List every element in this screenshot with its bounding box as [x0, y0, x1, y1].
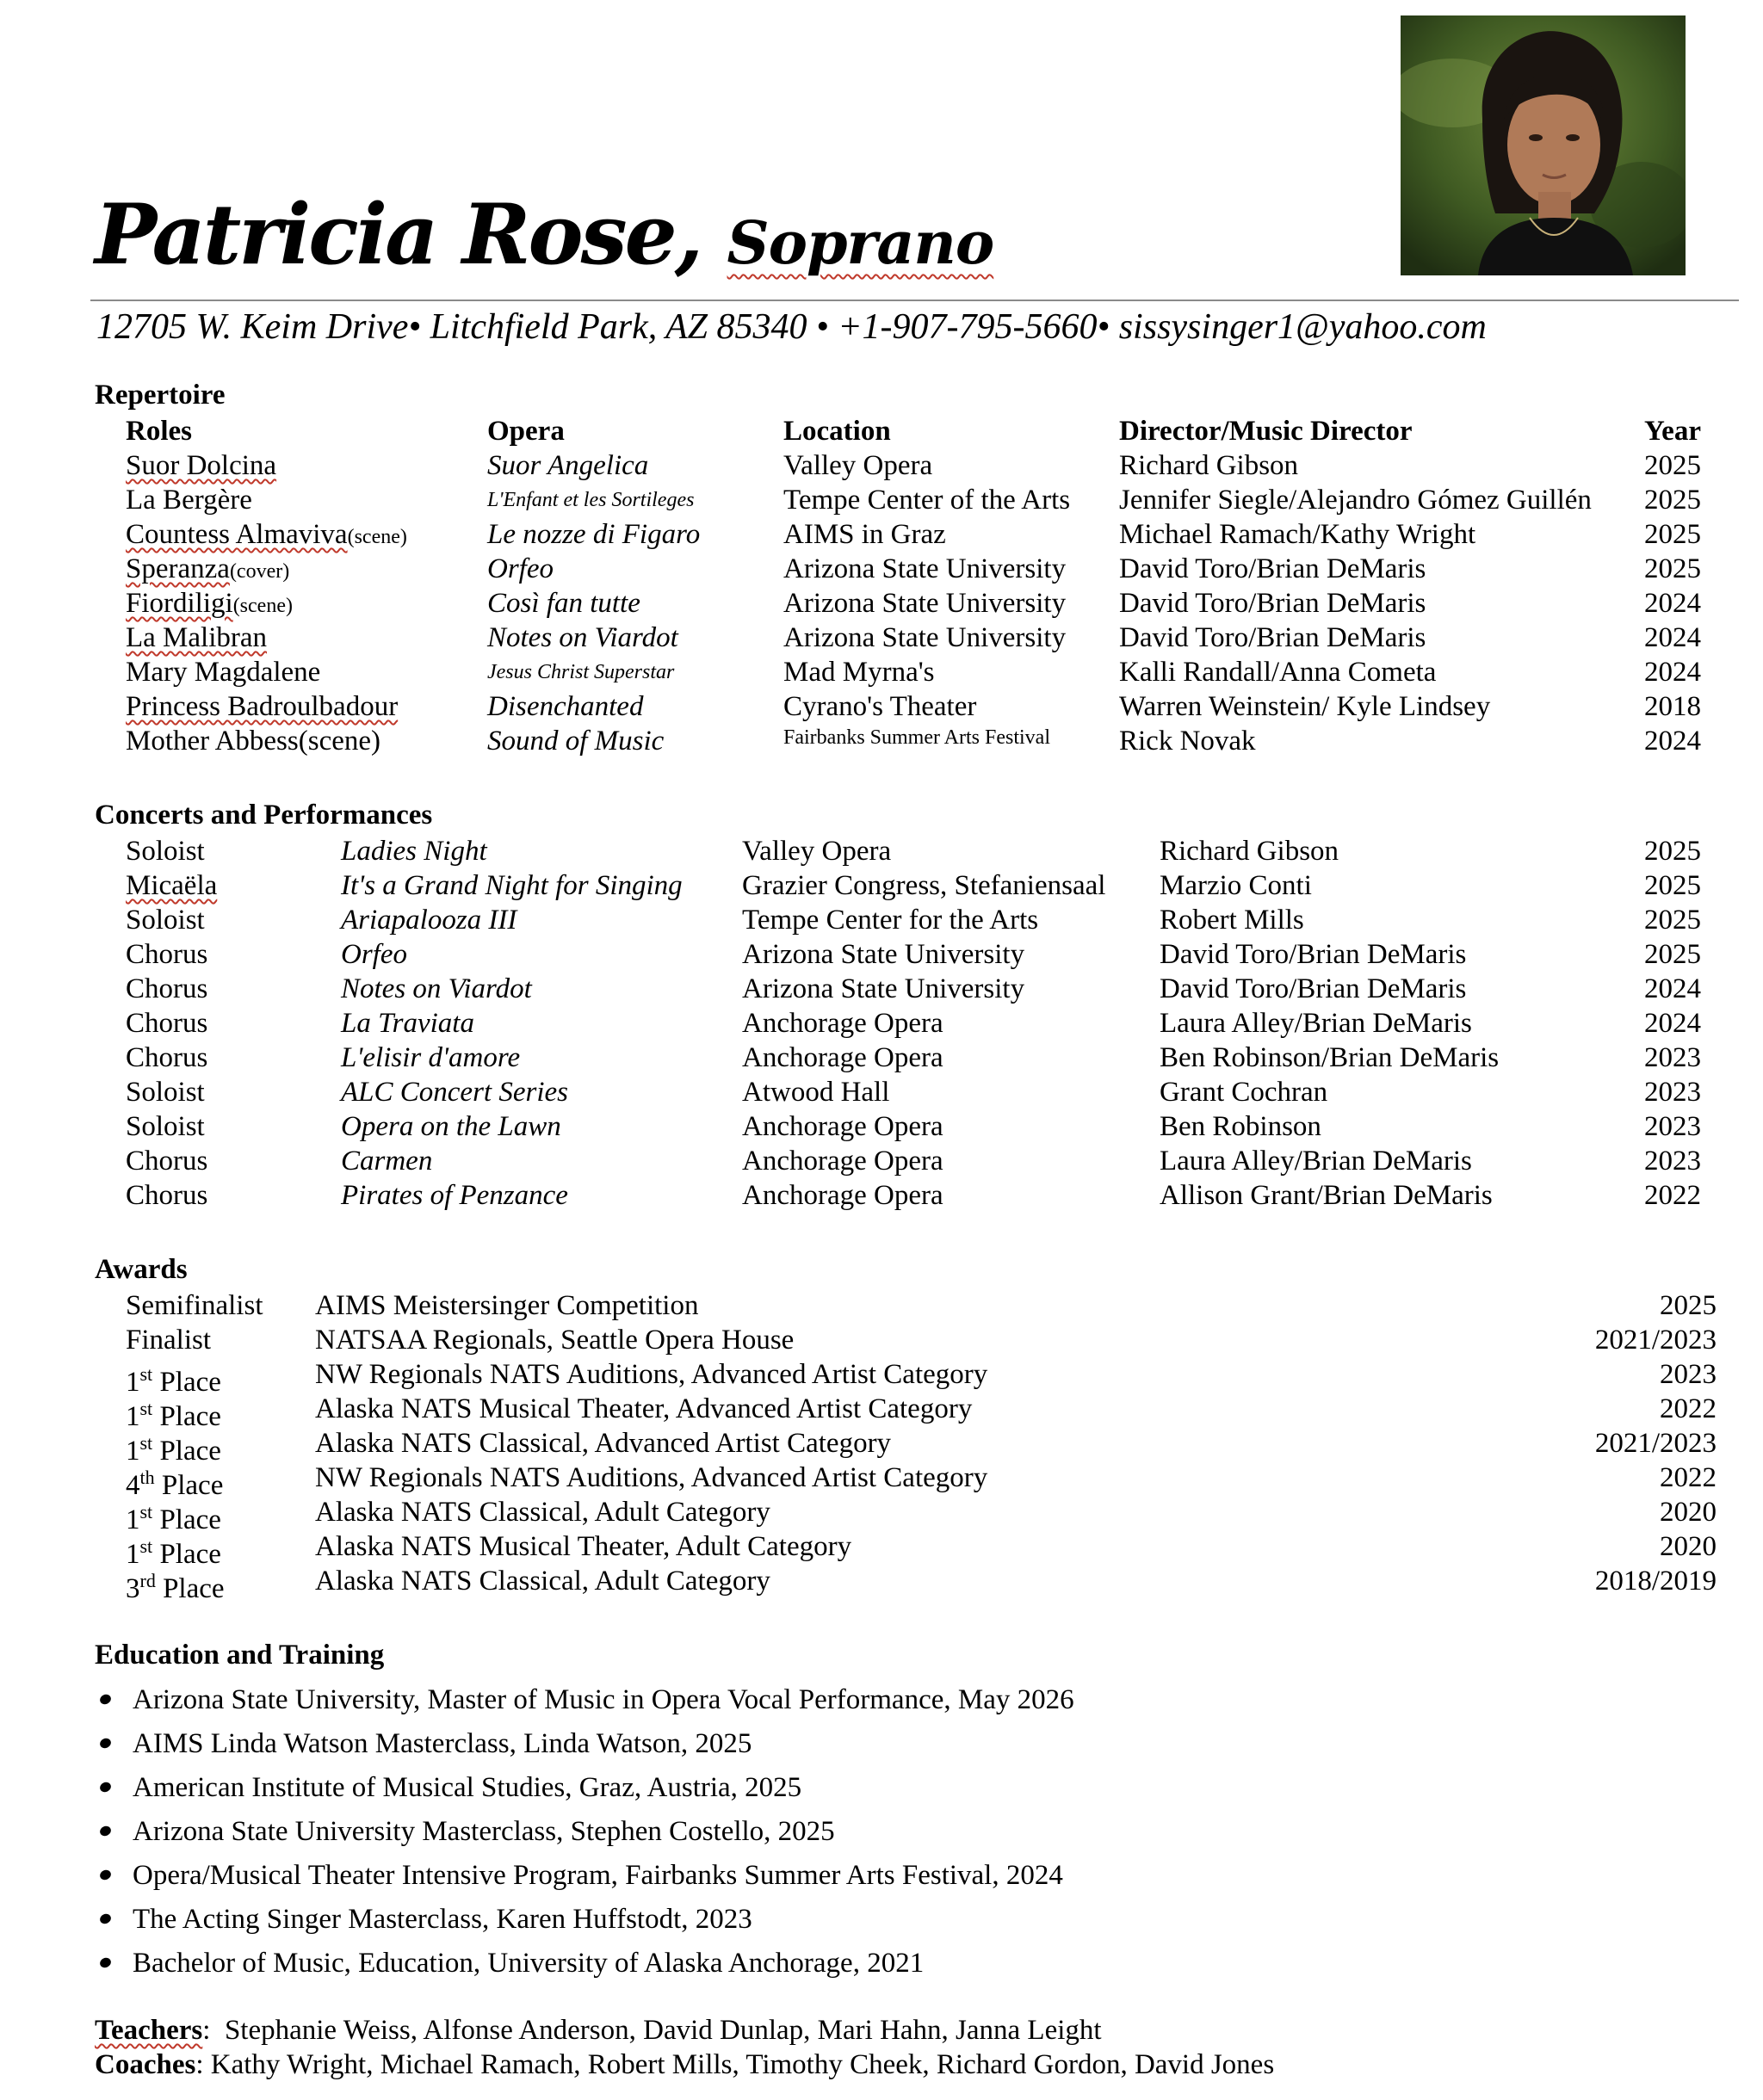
award-place-cell — [126, 1323, 211, 1357]
education-item — [95, 1942, 1558, 1985]
award-place-suffix: th — [139, 1467, 155, 1488]
concert-event-cell: Opera on the Lawn — [341, 1111, 561, 1142]
year-cell: 2024 — [1644, 588, 1701, 619]
award-row — [0, 1529, 1763, 1570]
concert-event-cell: Ariapalooza III — [341, 905, 517, 936]
award-row — [0, 1357, 1763, 1398]
concert-event-cell: La Traviata — [341, 1008, 474, 1039]
concert-location-cell: Tempe Center for the Arts — [742, 905, 1039, 936]
role-name: Speranza — [126, 553, 230, 584]
concert-director-cell: Robert Mills — [1160, 905, 1304, 936]
location-cell: Arizona State University — [783, 622, 1067, 653]
award-place-suffix: st — [139, 1535, 153, 1557]
concert-event-cell: Ladies Night — [341, 836, 487, 867]
performer-name: Patricia Rose, Soprano — [95, 186, 994, 283]
location-cell: Arizona State University — [783, 588, 1067, 619]
repertoire-row — [0, 655, 1763, 689]
role-cell — [126, 517, 407, 554]
award-place-label: Semifinalist — [126, 1290, 263, 1321]
repertoire-row — [0, 586, 1763, 621]
repertoire-row — [0, 448, 1763, 483]
director-cell: Michael Ramach/Kathy Wright — [1119, 519, 1476, 550]
director-cell: Rick Novak — [1119, 726, 1256, 757]
role-name: Mary Magdalene — [126, 657, 321, 688]
education-item — [95, 1898, 1558, 1941]
award-name-cell: Alaska NATS Classical, Adult Category — [315, 1566, 770, 1597]
education-item — [95, 1722, 1558, 1765]
bullet-icon — [98, 1693, 112, 1706]
role-note: (scene) — [232, 595, 293, 617]
award-name-cell: NW Regionals NATS Auditions, Advanced Artist Category — [315, 1359, 988, 1390]
teachers-names: Stephanie Weiss, Alfonse Anderson, David Dunlap, Mari Hahn, Janna Leight — [224, 2015, 1102, 2046]
award-year-cell: 2022 — [1660, 1462, 1717, 1493]
award-year-cell: 2020 — [1660, 1497, 1717, 1528]
concert-location-cell: Valley Opera — [742, 836, 892, 867]
role-cell — [126, 552, 289, 589]
concert-role-cell: Soloist — [126, 905, 205, 936]
director-cell: David Toro/Brian DeMaris — [1119, 553, 1426, 584]
concert-role-cell: Chorus — [126, 1180, 208, 1211]
award-place-suffix: st — [139, 1501, 153, 1522]
location-cell: Tempe Center of the Arts — [783, 485, 1071, 516]
award-row — [0, 1323, 1763, 1357]
awards-heading: Awards — [95, 1254, 188, 1285]
concert-role-cell: Chorus — [126, 973, 208, 1004]
award-place-cell — [126, 1288, 263, 1323]
education-item-text: Bachelor of Music, Education, University of Alaska Anchorage, 2021 — [133, 1948, 925, 1979]
col-header-director: Director/Music Director — [1119, 416, 1413, 447]
award-place-suffix: st — [139, 1398, 153, 1419]
director-cell: Richard Gibson — [1119, 450, 1299, 481]
concert-row — [0, 972, 1763, 1006]
voice-type: Soprano — [727, 209, 994, 278]
repertoire-row — [0, 517, 1763, 552]
concert-director-cell: Ben Robinson — [1160, 1111, 1321, 1142]
concert-event-cell: Orfeo — [341, 939, 407, 970]
role-cell — [126, 483, 252, 517]
concert-director-cell: Marzio Conti — [1160, 870, 1312, 901]
opera-cell: Disenchanted — [487, 691, 644, 722]
role-name: Countess Almaviva — [126, 519, 348, 550]
education-item-text: Arizona State University, Master of Music in Opera Vocal Performance, May 2026 — [133, 1684, 1074, 1715]
concert-event-cell: ALC Concert Series — [341, 1077, 568, 1108]
award-place-number: 4 — [126, 1470, 140, 1501]
concert-year-cell: 2023 — [1644, 1042, 1701, 1073]
role-note: (cover) — [229, 560, 290, 583]
education-item — [95, 1766, 1558, 1809]
coaches-line: Coaches: Kathy Wright, Michael Ramach, Robert Mills, Timothy Cheek, Richard Gordon, David Jones — [95, 2049, 1275, 2080]
director-cell: Kalli Randall/Anna Cometa — [1119, 657, 1437, 688]
concert-row — [0, 1109, 1763, 1144]
award-place-suffix: st — [139, 1363, 153, 1385]
award-place-label: Place — [152, 1367, 221, 1398]
award-year-cell: 2018/2019 — [1594, 1566, 1717, 1597]
concert-row — [0, 937, 1763, 972]
concert-year-cell: 2023 — [1644, 1111, 1701, 1142]
role-cell — [126, 586, 293, 623]
director-cell: David Toro/Brian DeMaris — [1119, 622, 1426, 653]
education-item — [95, 1810, 1558, 1853]
concert-location-cell: Atwood Hall — [742, 1077, 890, 1108]
role-note: (scene) — [347, 526, 407, 548]
role-name: La Malibran — [126, 622, 268, 653]
concert-location-cell: Arizona State University — [742, 973, 1025, 1004]
opera-cell: Suor Angelica — [487, 450, 649, 481]
role-name: Mother Abbess(scene) — [126, 726, 381, 757]
concert-row — [0, 1144, 1763, 1178]
award-place-number: 1 — [126, 1367, 140, 1398]
contact-line: 12705 W. Keim Drive• Litchfield Park, AZ 85340 • +1-907-795-5660• sissysinger1@yahoo.com — [96, 307, 1487, 347]
concert-director-cell: David Toro/Brian DeMaris — [1160, 973, 1467, 1004]
concert-location-cell: Anchorage Opera — [742, 1008, 943, 1039]
concert-location-cell: Arizona State University — [742, 939, 1025, 970]
bullet-icon — [98, 1737, 112, 1750]
award-year-cell: 2021/2023 — [1594, 1325, 1717, 1356]
award-name-cell: Alaska NATS Musical Theater, Adult Category — [315, 1531, 852, 1562]
award-row — [0, 1392, 1763, 1432]
year-cell: 2024 — [1644, 726, 1701, 757]
award-row — [0, 1461, 1763, 1501]
header-divider — [90, 300, 1739, 301]
concert-row — [0, 903, 1763, 937]
concert-role-cell: Micaëla — [126, 870, 218, 901]
concert-location-cell: Anchorage Opera — [742, 1180, 943, 1211]
concert-location-cell: Anchorage Opera — [742, 1146, 943, 1177]
location-cell: AIMS in Graz — [783, 519, 946, 550]
concerts-heading: Concerts and Performances — [95, 800, 433, 831]
education-item-text: Arizona State University Masterclass, Stephen Costello, 2025 — [133, 1816, 835, 1847]
year-cell: 2025 — [1644, 450, 1701, 481]
coaches-label: Coaches — [95, 2049, 196, 2080]
award-place-number: 1 — [126, 1401, 140, 1432]
concert-year-cell: 2025 — [1644, 939, 1701, 970]
concert-role-cell: Soloist — [126, 1111, 205, 1142]
concert-year-cell: 2025 — [1644, 870, 1701, 901]
location-cell: Arizona State University — [783, 553, 1067, 584]
teachers-line: Teachers: Stephanie Weiss, Alfonse Anderson, David Dunlap, Mari Hahn, Janna Leight — [95, 2015, 1102, 2046]
opera-cell: Le nozze di Figaro — [487, 519, 701, 550]
concert-row — [0, 868, 1763, 903]
concert-event-cell: Notes on Viardot — [341, 973, 532, 1004]
award-name-cell: AIMS Meistersinger Competition — [315, 1290, 699, 1321]
award-year-cell: 2023 — [1660, 1359, 1717, 1390]
award-place-suffix: rd — [139, 1570, 156, 1591]
award-name-cell: Alaska NATS Musical Theater, Advanced Artist Category — [315, 1393, 973, 1424]
award-row — [0, 1564, 1763, 1604]
repertoire-row — [0, 552, 1763, 586]
award-place-label: Place — [152, 1539, 221, 1570]
award-name-cell: Alaska NATS Classical, Adult Category — [315, 1497, 770, 1528]
role-name: Suor Dolcina — [126, 450, 277, 481]
opera-cell: Jesus Christ Superstar — [487, 661, 675, 683]
concert-director-cell: Richard Gibson — [1160, 836, 1339, 867]
year-cell: 2024 — [1644, 622, 1701, 653]
col-header-year: Year — [1644, 416, 1701, 447]
concert-row — [0, 1178, 1763, 1213]
education-item — [95, 1678, 1558, 1721]
opera-cell: Così fan tutte — [487, 588, 640, 619]
concert-director-cell: David Toro/Brian DeMaris — [1160, 939, 1467, 970]
award-row — [0, 1288, 1763, 1323]
coaches-names: Kathy Wright, Michael Ramach, Robert Mills, Timothy Cheek, Richard Gordon, David Jones — [210, 2049, 1275, 2080]
award-place-number: 1 — [126, 1436, 140, 1467]
award-year-cell: 2020 — [1660, 1531, 1717, 1562]
concert-location-cell: Grazier Congress, Stefaniensaal — [742, 870, 1106, 901]
director-cell: Warren Weinstein/ Kyle Lindsey — [1119, 691, 1491, 722]
concert-row — [0, 1041, 1763, 1075]
education-heading: Education and Training — [95, 1640, 385, 1671]
award-place-number: 3 — [126, 1573, 140, 1604]
concert-location-cell: Anchorage Opera — [742, 1042, 943, 1073]
education-item-text: AIMS Linda Watson Masterclass, Linda Watson, 2025 — [133, 1728, 752, 1759]
location-cell: Valley Opera — [783, 450, 933, 481]
concert-event-cell: Pirates of Penzance — [341, 1180, 568, 1211]
role-cell — [126, 689, 398, 724]
location-cell: Mad Myrna's — [783, 657, 935, 688]
concert-role-cell: Soloist — [126, 836, 205, 867]
concert-director-cell: Ben Robinson/Brian DeMaris — [1160, 1042, 1500, 1073]
award-place-suffix: st — [139, 1432, 153, 1454]
award-place-number: 1 — [126, 1504, 140, 1535]
repertoire-row — [0, 724, 1763, 758]
education-item-text: The Acting Singer Masterclass, Karen Huffstodt, 2023 — [133, 1904, 752, 1935]
concert-row — [0, 1075, 1763, 1109]
concert-role-cell: Chorus — [126, 1008, 208, 1039]
role-cell — [126, 448, 276, 483]
col-header-opera: Opera — [487, 416, 565, 447]
repertoire-header-row — [0, 414, 1763, 448]
award-name-cell: NW Regionals NATS Auditions, Advanced Artist Category — [315, 1462, 988, 1493]
concert-role-cell: Chorus — [126, 939, 208, 970]
headshot-photo — [1401, 15, 1686, 275]
year-cell: 2024 — [1644, 657, 1701, 688]
year-cell: 2025 — [1644, 553, 1701, 584]
award-name-cell: NATSAA Regionals, Seattle Opera House — [315, 1325, 795, 1356]
repertoire-heading: Repertoire — [95, 380, 226, 411]
year-cell: 2025 — [1644, 519, 1701, 550]
director-cell: David Toro/Brian DeMaris — [1119, 588, 1426, 619]
award-place-cell — [126, 1564, 225, 1606]
bullet-icon — [98, 1868, 112, 1881]
award-place-label: Place — [152, 1504, 221, 1535]
award-place-label: Place — [154, 1470, 224, 1501]
concert-row — [0, 1006, 1763, 1041]
award-year-cell: 2021/2023 — [1594, 1428, 1717, 1459]
role-name: Fiordiligi — [126, 588, 233, 619]
concert-location-cell: Anchorage Opera — [742, 1111, 943, 1142]
award-place-label: Place — [152, 1401, 221, 1432]
concert-event-cell: Carmen — [341, 1146, 433, 1177]
concert-role-cell: Chorus — [126, 1146, 208, 1177]
bullet-icon — [98, 1912, 112, 1925]
role-name: La Bergère — [126, 485, 252, 516]
concert-year-cell: 2024 — [1644, 973, 1701, 1004]
concert-year-cell: 2025 — [1644, 836, 1701, 867]
award-year-cell: 2022 — [1660, 1393, 1717, 1424]
concert-event-cell: L'elisir d'amore — [341, 1042, 521, 1073]
award-name-cell: Alaska NATS Classical, Advanced Artist Category — [315, 1428, 892, 1459]
award-place-number: 1 — [126, 1539, 140, 1570]
award-row — [0, 1426, 1763, 1467]
year-cell: 2025 — [1644, 485, 1701, 516]
bullet-icon — [98, 1825, 112, 1838]
role-cell — [126, 724, 380, 758]
bullet-icon — [98, 1956, 112, 1969]
education-item-text: Opera/Musical Theater Intensive Program, Fairbanks Summer Arts Festival, 2024 — [133, 1860, 1063, 1891]
concert-row — [0, 834, 1763, 868]
bullet-icon — [98, 1781, 112, 1794]
repertoire-row — [0, 689, 1763, 724]
role-name: Princess Badroulbadour — [126, 691, 399, 722]
concert-director-cell: Allison Grant/Brian DeMaris — [1160, 1180, 1493, 1211]
repertoire-row — [0, 483, 1763, 517]
award-year-cell: 2025 — [1660, 1290, 1717, 1321]
concert-year-cell: 2025 — [1644, 905, 1701, 936]
location-cell: Cyrano's Theater — [783, 691, 977, 722]
award-place-label: Place — [152, 1436, 221, 1467]
col-header-roles: Roles — [126, 416, 192, 447]
repertoire-row — [0, 621, 1763, 655]
opera-cell: Notes on Viardot — [487, 622, 678, 653]
location-note-cell: Fairbanks Summer Arts Festival — [783, 726, 1050, 749]
education-item — [95, 1854, 1558, 1897]
col-header-location: Location — [783, 416, 891, 447]
concert-year-cell: 2023 — [1644, 1146, 1701, 1177]
opera-cell: Sound of Music — [487, 726, 665, 757]
award-row — [0, 1495, 1763, 1535]
award-place-label: Finalist — [126, 1325, 212, 1356]
concert-role-cell: Chorus — [126, 1042, 208, 1073]
concert-event-cell: It's a Grand Night for Singing — [341, 870, 683, 901]
role-cell — [126, 655, 320, 689]
concert-director-cell: Laura Alley/Brian DeMaris — [1160, 1146, 1472, 1177]
concert-year-cell: 2024 — [1644, 1008, 1701, 1039]
teachers-label: Teachers — [95, 2015, 203, 2046]
concert-year-cell: 2023 — [1644, 1077, 1701, 1108]
award-place-label: Place — [155, 1573, 225, 1604]
concert-year-cell: 2022 — [1644, 1180, 1701, 1211]
concert-role-cell: Soloist — [126, 1077, 205, 1108]
education-item-text: American Institute of Musical Studies, Graz, Austria, 2025 — [133, 1772, 802, 1803]
year-cell: 2018 — [1644, 691, 1701, 722]
opera-cell: Orfeo — [487, 553, 554, 584]
concert-director-cell: Laura Alley/Brian DeMaris — [1160, 1008, 1472, 1039]
opera-cell: L'Enfant et les Sortileges — [487, 489, 695, 511]
concert-director-cell: Grant Cochran — [1160, 1077, 1328, 1108]
role-cell — [126, 621, 267, 655]
director-cell: Jennifer Siegle/Alejandro Gómez Guillén — [1119, 485, 1592, 516]
